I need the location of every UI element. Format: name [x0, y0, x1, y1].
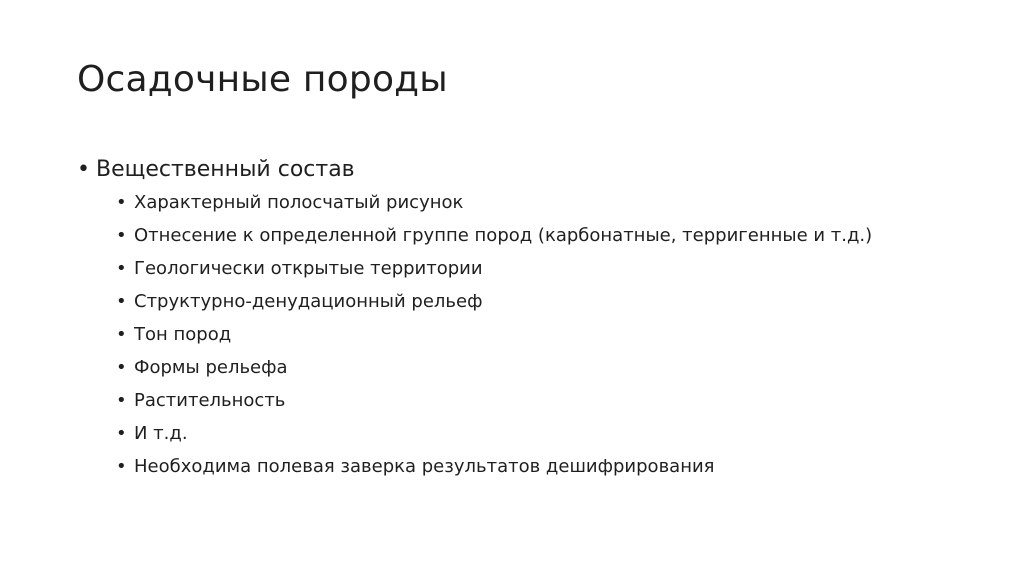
list-item	[116, 389, 934, 413]
list-item-text: Формы рельефа	[134, 357, 288, 378]
bullet-list	[77, 156, 934, 488]
list-item	[116, 257, 934, 281]
list-item-text: Тон пород	[134, 324, 232, 345]
list-item	[116, 455, 934, 479]
bullet-icon: •	[116, 258, 127, 279]
bullet-icon: •	[116, 390, 127, 411]
list-item-text: Необходима полевая заверка результатов дешифрирования	[134, 456, 715, 477]
bullet-icon: •	[116, 456, 127, 477]
bullet-icon: •	[116, 225, 127, 246]
list-item-text: Растительность	[134, 390, 286, 411]
list-item-text: Отнесение к определенной группе пород (карбонатные, терригенные и т.д.)	[134, 225, 873, 246]
list-item	[116, 323, 934, 347]
bullet-icon: •	[116, 192, 127, 213]
section-heading: Вещественный состав	[96, 157, 355, 182]
list-item-text: И т.д.	[134, 423, 188, 444]
bullet-icon: •	[116, 291, 127, 312]
bullet-icon: •	[77, 157, 90, 182]
slide-title: Осадочные породы	[77, 59, 448, 100]
list-item-text: Структурно-денудационный рельеф	[134, 291, 483, 312]
list-item-heading	[77, 156, 934, 479]
sub-bullet-list	[96, 191, 934, 479]
list-item	[116, 224, 934, 248]
bullet-icon: •	[116, 324, 127, 345]
list-item-text: Характерный полосчатый рисунок	[134, 192, 464, 213]
list-item	[116, 422, 934, 446]
list-item	[116, 191, 934, 215]
bullet-icon: •	[116, 357, 127, 378]
list-item-text: Геологически открытые территории	[134, 258, 483, 279]
list-item	[116, 356, 934, 380]
list-item	[116, 290, 934, 314]
bullet-icon: •	[116, 423, 127, 444]
